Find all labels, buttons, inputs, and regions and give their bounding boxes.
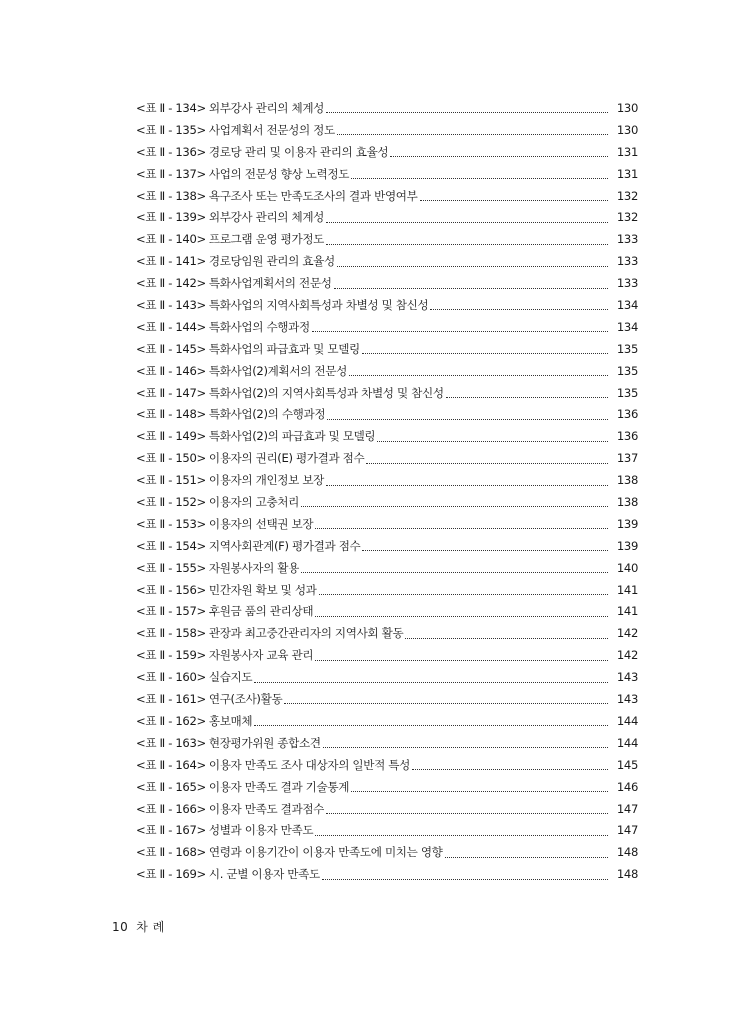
toc-entry-page: 138 bbox=[616, 495, 638, 510]
toc-entry[interactable] bbox=[136, 801, 638, 823]
toc-entry[interactable] bbox=[136, 166, 638, 188]
dot-leader bbox=[366, 463, 608, 464]
toc-entry-title: 홍보매체 bbox=[208, 713, 253, 728]
toc-entry-page: 142 bbox=[616, 626, 638, 641]
toc-entry-label: <표 Ⅱ - 137> bbox=[136, 166, 206, 181]
toc-entry[interactable] bbox=[136, 406, 638, 428]
toc-entry-title: 이용자 만족도 결과 기술통계 bbox=[208, 779, 350, 794]
toc-entry-label: <표 Ⅱ - 140> bbox=[136, 232, 206, 247]
toc-entry[interactable] bbox=[136, 341, 638, 363]
dot-leader bbox=[445, 857, 608, 858]
toc-entry-title: 후원금 품의 관리상태 bbox=[208, 604, 314, 619]
toc-entry-label: <표 Ⅱ - 152> bbox=[136, 495, 206, 510]
toc-entry-label: <표 Ⅱ - 154> bbox=[136, 538, 206, 553]
toc-entry-title: 사업의 전문성 향상 노력정도 bbox=[208, 166, 350, 181]
toc-entry[interactable] bbox=[136, 757, 638, 779]
toc-entry[interactable] bbox=[136, 472, 638, 494]
toc-entry[interactable] bbox=[136, 275, 638, 297]
toc-entry-title: 시. 군별 이용자 만족도 bbox=[208, 867, 320, 882]
dot-leader bbox=[326, 112, 608, 113]
toc-entry-page: 134 bbox=[616, 298, 638, 313]
toc-entry-label: <표 Ⅱ - 160> bbox=[136, 670, 206, 685]
dot-leader bbox=[312, 331, 608, 332]
toc-entry-label: <표 Ⅱ - 167> bbox=[136, 823, 206, 838]
toc-entry-page: 144 bbox=[616, 735, 638, 750]
toc-entry-title: 민간자원 확보 및 성과 bbox=[208, 582, 317, 597]
toc-entry-page: 146 bbox=[616, 779, 638, 794]
toc-entry-page: 142 bbox=[616, 648, 638, 663]
toc-entry[interactable] bbox=[136, 144, 638, 166]
toc-entry-label: <표 Ⅱ - 168> bbox=[136, 845, 206, 860]
page-footer bbox=[112, 918, 165, 935]
toc-entry-page: 132 bbox=[616, 188, 638, 203]
toc-entry[interactable] bbox=[136, 822, 638, 844]
toc-entry-label: <표 Ⅱ - 146> bbox=[136, 363, 206, 378]
toc-entry-page: 136 bbox=[616, 429, 638, 444]
dot-leader bbox=[337, 266, 608, 267]
toc-entry[interactable] bbox=[136, 428, 638, 450]
toc-entry[interactable] bbox=[136, 582, 638, 604]
toc-entry-page: 130 bbox=[616, 122, 638, 137]
toc-entry[interactable] bbox=[136, 188, 638, 210]
toc-entry-page: 135 bbox=[616, 385, 638, 400]
toc-entry[interactable] bbox=[136, 319, 638, 341]
toc-entry-label: <표 Ⅱ - 151> bbox=[136, 473, 206, 488]
toc-entry[interactable] bbox=[136, 713, 638, 735]
toc-entry-page: 133 bbox=[616, 254, 638, 269]
dot-leader bbox=[315, 660, 608, 661]
toc-entry-title: 이용자의 고충처리 bbox=[208, 495, 299, 510]
toc-entry-title: 경로당임원 관리의 효율성 bbox=[208, 254, 335, 269]
dot-leader bbox=[254, 725, 608, 726]
toc-entry-title: 특화사업의 지역사회특성과 차별성 및 참신성 bbox=[208, 298, 429, 313]
toc-entry[interactable] bbox=[136, 297, 638, 319]
toc-entry-page: 139 bbox=[616, 516, 638, 531]
toc-entry-page: 131 bbox=[616, 166, 638, 181]
dot-leader bbox=[337, 134, 608, 135]
toc-entry-page: 144 bbox=[616, 713, 638, 728]
toc-entry-page: 143 bbox=[616, 692, 638, 707]
toc-entry-title: 외부강사 관리의 체계성 bbox=[208, 101, 325, 115]
toc-entry-title: 자원봉사자 교육 관리 bbox=[208, 648, 314, 663]
toc-entry-page: 139 bbox=[616, 538, 638, 553]
dot-leader bbox=[315, 835, 608, 836]
toc-entry-label: <표 Ⅱ - 163> bbox=[136, 735, 206, 750]
toc-entry-label: <표 Ⅱ - 164> bbox=[136, 757, 206, 772]
dot-leader bbox=[326, 222, 608, 223]
toc-entry-page: 134 bbox=[616, 319, 638, 334]
toc-entry[interactable] bbox=[136, 253, 638, 275]
toc-entry-page: 147 bbox=[616, 823, 638, 838]
toc-entry-page: 148 bbox=[616, 845, 638, 860]
toc-entry-title: 관장과 최고중간관리자의 지역사회 활동 bbox=[208, 626, 404, 641]
toc-entry-title: 욕구조사 또는 만족도조사의 결과 반영여부 bbox=[208, 188, 418, 203]
toc-entry-page: 138 bbox=[616, 473, 638, 488]
toc-entry[interactable] bbox=[136, 735, 638, 757]
toc-entry-label: <표 Ⅱ - 166> bbox=[136, 801, 206, 816]
toc-entry-page: 135 bbox=[616, 363, 638, 378]
toc-entry-label: <표 Ⅱ - 158> bbox=[136, 626, 206, 641]
toc-entry-page: 148 bbox=[616, 867, 638, 882]
toc-entry[interactable] bbox=[136, 385, 638, 407]
dot-leader bbox=[326, 244, 608, 245]
toc-entry-title: 특화사업(2)의 수행과정 bbox=[208, 407, 326, 422]
toc-entry-title: 현장평가위원 종합소견 bbox=[208, 735, 321, 750]
toc-entry-label: <표 Ⅱ - 147> bbox=[136, 385, 206, 400]
toc-entry-label: <표 Ⅱ - 145> bbox=[136, 341, 206, 356]
dot-leader bbox=[412, 769, 608, 770]
toc-entry-title: 특화사업(2)계획서의 전문성 bbox=[208, 363, 347, 378]
toc-entry-title: 이용자 만족도 결과점수 bbox=[208, 801, 325, 816]
dot-leader bbox=[315, 528, 608, 529]
toc-entry-page: 140 bbox=[616, 560, 638, 575]
toc-entry-title: 연령과 이용기간이 이용자 만족도에 미치는 영향 bbox=[208, 845, 443, 860]
toc-entry[interactable] bbox=[136, 538, 638, 560]
toc-entry-title: 프로그램 운영 평가정도 bbox=[208, 232, 325, 247]
dot-leader bbox=[351, 791, 608, 792]
toc-entry[interactable] bbox=[136, 560, 638, 582]
toc-entry-label: <표 Ⅱ - 153> bbox=[136, 516, 206, 531]
toc-entry-page: 133 bbox=[616, 232, 638, 247]
toc-entry-page: 145 bbox=[616, 757, 638, 772]
toc-entry-title: 지역사회관계(F) 평가결과 점수 bbox=[208, 538, 361, 553]
toc-entry[interactable] bbox=[136, 603, 638, 625]
toc-entry[interactable] bbox=[136, 779, 638, 801]
dot-leader bbox=[334, 288, 608, 289]
toc-entry-page: 141 bbox=[616, 582, 638, 597]
toc-entry[interactable] bbox=[136, 691, 638, 713]
dot-leader bbox=[405, 638, 608, 639]
toc-entry-title: 이용자 만족도 조사 대상자의 일반적 특성 bbox=[208, 757, 410, 772]
dot-leader bbox=[351, 178, 608, 179]
toc-entry-label: <표 Ⅱ - 156> bbox=[136, 582, 206, 597]
dot-leader bbox=[377, 441, 608, 442]
dot-leader bbox=[326, 485, 608, 486]
page-number: 10 bbox=[112, 920, 129, 934]
dot-leader bbox=[390, 156, 608, 157]
toc-entry[interactable] bbox=[136, 625, 638, 647]
toc-entry-label: <표 Ⅱ - 150> bbox=[136, 451, 206, 466]
toc-entry-title: 특화사업의 파급효과 및 모델링 bbox=[208, 341, 360, 356]
toc-entry-label: <표 Ⅱ - 149> bbox=[136, 429, 206, 444]
toc-entry[interactable] bbox=[136, 231, 638, 253]
dot-leader bbox=[284, 703, 608, 704]
toc-entry-page: 136 bbox=[616, 407, 638, 422]
toc-entry-title: 성별과 이용자 만족도 bbox=[208, 823, 314, 838]
toc-entry[interactable] bbox=[136, 209, 638, 231]
toc-entry-page: 143 bbox=[616, 670, 638, 685]
toc-entry-label: <표 Ⅱ - 165> bbox=[136, 779, 206, 794]
dot-leader bbox=[254, 682, 608, 683]
toc-entry[interactable] bbox=[136, 122, 638, 144]
section-title: 차 례 bbox=[136, 920, 165, 934]
toc-entry-title: 이용자의 권리(E) 평가결과 점수 bbox=[208, 451, 365, 466]
dot-leader bbox=[301, 572, 608, 573]
toc-entry-label: <표 Ⅱ - 139> bbox=[136, 210, 206, 225]
dot-leader bbox=[327, 419, 608, 420]
toc-entry-title: 특화사업(2)의 파급효과 및 모델링 bbox=[208, 429, 376, 444]
toc-entry-title: 연구(조사)활동 bbox=[208, 692, 283, 707]
dot-leader bbox=[315, 616, 608, 617]
toc-entry-label: <표 Ⅱ - 169> bbox=[136, 867, 206, 882]
toc-entry-label: <표 Ⅱ - 134> bbox=[136, 101, 206, 115]
toc-entry-title: 자원봉사자의 활용 bbox=[208, 560, 299, 575]
toc-entry[interactable] bbox=[136, 100, 638, 122]
toc-entry-page: 133 bbox=[616, 276, 638, 291]
toc-entry-page: 137 bbox=[616, 451, 638, 466]
dot-leader bbox=[322, 879, 608, 880]
toc-entry-label: <표 Ⅱ - 155> bbox=[136, 560, 206, 575]
dot-leader bbox=[301, 506, 608, 507]
dot-leader bbox=[446, 397, 608, 398]
toc-entry-title: 이용자의 선택권 보장 bbox=[208, 516, 314, 531]
toc-entry-label: <표 Ⅱ - 143> bbox=[136, 298, 206, 313]
toc-entry-label: <표 Ⅱ - 136> bbox=[136, 144, 206, 159]
toc-entry-title: 특화사업(2)의 지역사회특성과 차별성 및 참신성 bbox=[208, 385, 444, 400]
toc-entry[interactable] bbox=[136, 844, 638, 866]
toc-entry-label: <표 Ⅱ - 144> bbox=[136, 319, 206, 334]
toc-entry-page: 141 bbox=[616, 604, 638, 619]
toc-entry[interactable] bbox=[136, 866, 638, 888]
table-of-contents bbox=[136, 100, 638, 888]
toc-entry-page: 147 bbox=[616, 801, 638, 816]
toc-entry-label: <표 Ⅱ - 141> bbox=[136, 254, 206, 269]
toc-entry-title: 경로당 관리 및 이용자 관리의 효율성 bbox=[208, 144, 389, 159]
toc-entry-label: <표 Ⅱ - 138> bbox=[136, 188, 206, 203]
dot-leader bbox=[420, 200, 609, 201]
toc-entry-page: 132 bbox=[616, 210, 638, 225]
toc-entry-page: 135 bbox=[616, 341, 638, 356]
dot-leader bbox=[326, 813, 608, 814]
toc-entry-label: <표 Ⅱ - 135> bbox=[136, 122, 206, 137]
toc-entry-title: 특화사업의 수행과정 bbox=[208, 319, 310, 334]
toc-entry[interactable] bbox=[136, 647, 638, 669]
dot-leader bbox=[349, 375, 608, 376]
toc-entry[interactable] bbox=[136, 450, 638, 472]
toc-entry-page: 130 bbox=[616, 101, 638, 115]
dot-leader bbox=[362, 550, 608, 551]
dot-leader bbox=[323, 747, 608, 748]
dot-leader bbox=[430, 309, 608, 310]
toc-entry-title: 실습지도 bbox=[208, 670, 253, 685]
dot-leader bbox=[319, 594, 608, 595]
toc-entry-title: 특화사업계획서의 전문성 bbox=[208, 276, 332, 291]
toc-entry[interactable] bbox=[136, 494, 638, 516]
toc-entry-label: <표 Ⅱ - 142> bbox=[136, 276, 206, 291]
toc-entry-label: <표 Ⅱ - 161> bbox=[136, 692, 206, 707]
toc-entry-page: 131 bbox=[616, 144, 638, 159]
toc-entry-label: <표 Ⅱ - 157> bbox=[136, 604, 206, 619]
toc-entry-label: <표 Ⅱ - 148> bbox=[136, 407, 206, 422]
dot-leader bbox=[362, 353, 608, 354]
toc-entry-label: <표 Ⅱ - 162> bbox=[136, 713, 206, 728]
toc-entry-label: <표 Ⅱ - 159> bbox=[136, 648, 206, 663]
toc-entry-title: 외부강사 관리의 체계성 bbox=[208, 210, 325, 225]
toc-entry[interactable] bbox=[136, 363, 638, 385]
toc-entry[interactable] bbox=[136, 516, 638, 538]
toc-entry[interactable] bbox=[136, 669, 638, 691]
toc-entry-title: 사업계획서 전문성의 정도 bbox=[208, 122, 335, 137]
toc-entry-title: 이용자의 개인정보 보장 bbox=[208, 473, 325, 488]
